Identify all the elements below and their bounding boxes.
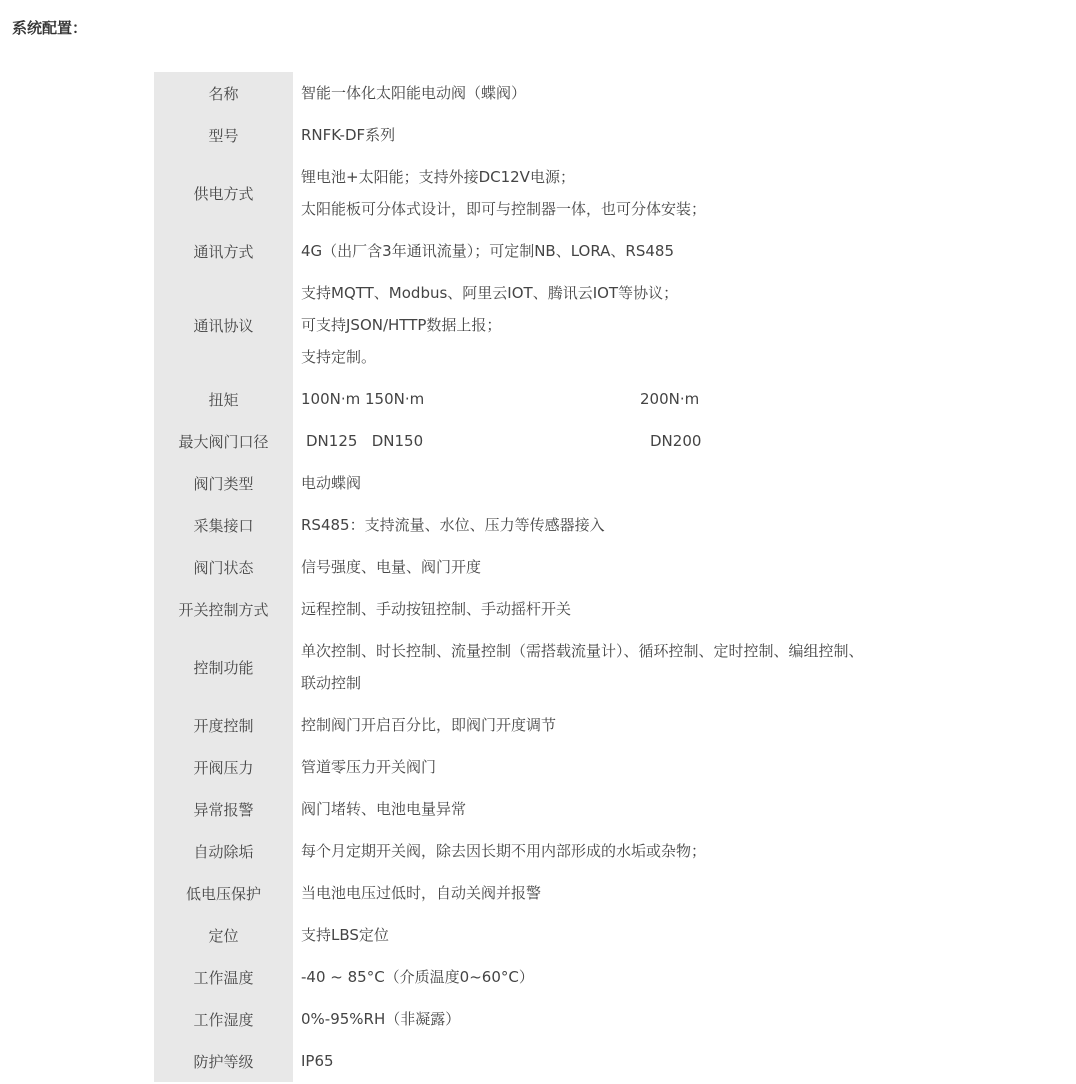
row-label: 开度控制 <box>154 704 293 746</box>
row-value <box>293 272 934 378</box>
value-col: 200N·m <box>640 390 700 408</box>
value-line: 当电池电压过低时，自动关阀并报警 <box>301 884 542 902</box>
table-row <box>154 788 934 830</box>
row-label: 开关控制方式 <box>154 588 293 630</box>
table-row <box>154 378 934 420</box>
value-line: 单次控制、时长控制、流量控制（需搭载流量计）、循环控制、定时控制、编组控制、 <box>301 642 864 660</box>
row-value <box>293 630 934 704</box>
row-value <box>293 504 934 546</box>
row-label: 最大阀门口径 <box>154 420 293 462</box>
value-line: 支持MQTT、Modbus、阿里云IOT、腾讯云IOT等协议； <box>301 284 679 302</box>
value-line: 信号强度、电量、阀门开度 <box>301 558 482 576</box>
value-line: 0%-95%RH（非凝露） <box>301 1010 461 1028</box>
table-row <box>154 588 934 630</box>
value-col: DN200 <box>650 432 702 450</box>
value-line: 支持LBS定位 <box>301 926 389 944</box>
row-label: 采集接口 <box>154 504 293 546</box>
value-line: 每个月定期开关阀，除去因长期不用内部形成的水垢或杂物； <box>301 842 707 860</box>
row-label: 控制功能 <box>154 630 293 704</box>
section-title: 系统配置： <box>12 19 88 37</box>
table-row <box>154 462 934 504</box>
row-label: 定位 <box>154 914 293 956</box>
row-label: 阀门状态 <box>154 546 293 588</box>
table-row <box>154 998 934 1040</box>
row-label: 自动除垢 <box>154 830 293 872</box>
spec-table <box>154 72 934 1082</box>
table-row <box>154 504 934 546</box>
value-line: 太阳能板可分体式设计，即可与控制器一体，也可分体安装； <box>301 200 707 218</box>
row-value <box>293 588 934 630</box>
value-line: IP65 <box>301 1052 334 1070</box>
row-label: 供电方式 <box>154 156 293 230</box>
row-label: 工作温度 <box>154 956 293 998</box>
table-row <box>154 746 934 788</box>
table-row <box>154 914 934 956</box>
table-row <box>154 272 934 378</box>
value-line: 控制阀门开启百分比，即阀门开度调节 <box>301 716 557 734</box>
row-label: 型号 <box>154 114 293 156</box>
row-label: 名称 <box>154 72 293 114</box>
row-label: 开阀压力 <box>154 746 293 788</box>
row-value <box>293 998 934 1040</box>
row-value <box>293 462 934 504</box>
value-line: RS485：支持流量、水位、压力等传感器接入 <box>301 516 605 534</box>
table-row <box>154 72 934 114</box>
table-row <box>154 230 934 272</box>
value-line: 联动控制 <box>301 674 362 692</box>
row-value <box>293 114 934 156</box>
table-row <box>154 546 934 588</box>
value-col: DN125 DN150 <box>306 432 424 450</box>
row-value <box>293 746 934 788</box>
value-line: RNFK-DF系列 <box>301 126 396 144</box>
value-line: 阀门堵转、电池电量异常 <box>301 800 467 818</box>
value-line: 4G（出厂含3年通讯流量）；可定制NB、LORA、RS485 <box>301 242 675 260</box>
table-row <box>154 830 934 872</box>
row-label: 异常报警 <box>154 788 293 830</box>
row-value <box>293 230 934 272</box>
row-value <box>293 704 934 746</box>
row-value <box>293 156 934 230</box>
row-value <box>293 914 934 956</box>
table-row <box>154 114 934 156</box>
value-line: 智能一体化太阳能电动阀（蝶阀） <box>301 84 527 102</box>
row-label: 防护等级 <box>154 1040 293 1082</box>
row-label: 工作湿度 <box>154 998 293 1040</box>
value-line: 电动蝶阀 <box>301 474 362 492</box>
row-value <box>293 956 934 998</box>
value-line: 锂电池+太阳能；支持外接DC12V电源； <box>301 168 575 186</box>
table-row <box>154 956 934 998</box>
table-row <box>154 630 934 704</box>
row-value <box>293 830 934 872</box>
row-value <box>293 420 934 462</box>
row-value <box>293 72 934 114</box>
row-label: 阀门类型 <box>154 462 293 504</box>
table-row <box>154 156 934 230</box>
row-value <box>293 378 934 420</box>
value-line: 管道零压力开关阀门 <box>301 758 437 776</box>
value-line: -40 ~ 85°C（介质温度0~60°C） <box>301 968 534 986</box>
row-value <box>293 872 934 914</box>
row-label: 低电压保护 <box>154 872 293 914</box>
value-line: 可支持JSON/HTTP数据上报； <box>301 316 502 334</box>
value-line: 支持定制。 <box>301 348 377 366</box>
table-row <box>154 872 934 914</box>
row-label: 扭矩 <box>154 378 293 420</box>
value-line: 远程控制、手动按钮控制、手动摇杆开关 <box>301 600 572 618</box>
row-value <box>293 546 934 588</box>
row-label: 通讯协议 <box>154 272 293 378</box>
value-col: 100N·m 150N·m <box>301 390 425 408</box>
table-row <box>154 1040 934 1082</box>
row-value <box>293 1040 934 1082</box>
row-label: 通讯方式 <box>154 230 293 272</box>
table-row <box>154 420 934 462</box>
table-row <box>154 704 934 746</box>
row-value <box>293 788 934 830</box>
